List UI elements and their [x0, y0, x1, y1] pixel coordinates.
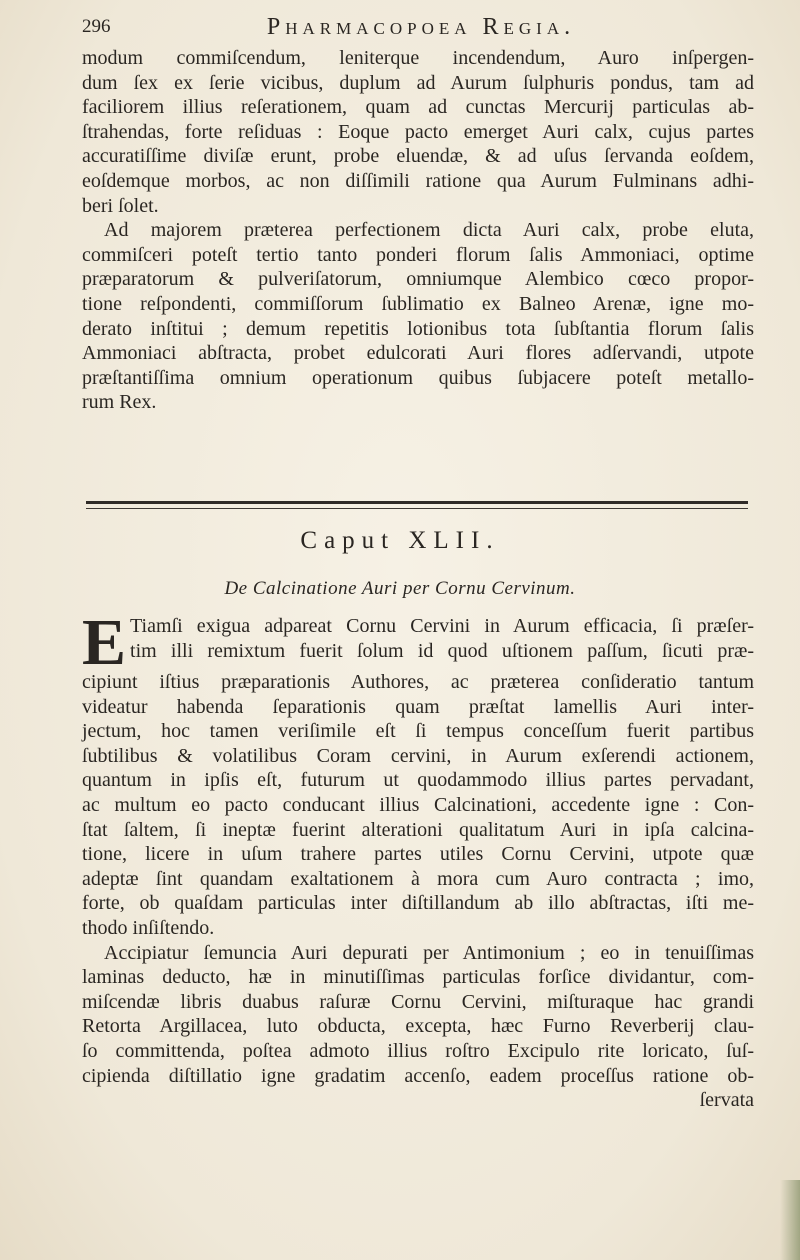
text-line: adeptæ ſint quandam exaltationem à mora cum Auro contracta ; imo,	[82, 867, 754, 890]
text-line: ac multum eo pacto conducant illius Calcinationi, accedente igne : Con-	[82, 793, 754, 816]
page-edge-stain	[780, 1180, 800, 1260]
text-line: rum Rex.	[82, 391, 157, 414]
text-line: tione reſpondenti, commiſſorum ſublimatio ex Balneo Arenæ, igne mo-	[82, 292, 754, 315]
text-line: ſtat ſaltem, ſi ineptæ fuerint alterationi qualitatum Auri in ipſa calcina-	[82, 818, 754, 841]
section-divider	[86, 501, 748, 509]
text-line: miſcendæ libris duabus raſuræ Cornu Cervini, miſturaque hac grandi	[82, 990, 754, 1013]
text-line: ſtrahendas, forte reſiduas : Eoque pacto emerget Auri calx, cujus partes	[82, 120, 754, 143]
paragraph-block-1	[82, 46, 754, 415]
drop-cap: E	[82, 606, 127, 679]
text-line: commiſceri poteſt tertio tanto ponderi florum ſalis Ammoniaci, optime	[82, 243, 754, 266]
text-line: dum ſex ex ſerie vicibus, duplum ad Aurum ſulphuris pondus, tam ad	[82, 71, 754, 94]
text-line: laminas deducto, hæ in minutiſſimas particulas forſice dividantur, com-	[82, 966, 754, 989]
text-line: modum commiſcendum, leniterque incendendum, Auro inſpergen-	[82, 47, 754, 69]
text-line: derato inſtitui ; demum repetitis lotionibus tota ſubſtantia florum ſalis	[82, 317, 754, 340]
catchword: ſervata	[699, 1089, 754, 1112]
page-number: 296	[82, 16, 111, 37]
text-line: Ammoniaci abſtracta, probet edulcorati Auri flores adſervandi, utpote	[82, 342, 754, 365]
text-line: thodo inſiſtendo.	[82, 916, 215, 939]
text-line: præparatorum & pulveriſatorum, omniumque Alembico cœco propor-	[82, 268, 754, 291]
paragraph-block-2	[82, 606, 754, 1113]
text-line: Retorta Argillacea, luto obducta, excepta, hæc Furno Reverberij clau-	[82, 1015, 754, 1038]
chapter-title: Caput XLII.	[300, 527, 500, 554]
text-line: ſubtilibus & volatilibus Coram cervini, in Aurum exſerendi actionem,	[82, 744, 754, 767]
text-line: quantum in ipſis eſt, futurum ut quodammodo illius partes pervadant,	[82, 769, 754, 792]
text-line: Accipiatur ſemuncia Auri depurati per Antimonium ; eo in tenuiſſimas	[104, 941, 754, 964]
text-line: eoſdemque morbos, ac non diſſimili ratione qua Aurum Fulminans adhi-	[82, 169, 754, 192]
text-line: Ad majorem præterea perfectionem dicta Auri calx, probe eluta,	[104, 219, 754, 242]
running-title: Pharmacopoea Regia.	[266, 14, 576, 40]
text-line: ſo committenda, poſtea admoto illius roſtro Excipulo rite loricato, ſuſ-	[82, 1039, 754, 1062]
text-line: forte, ob quaſdam particulas inter diſtillandum ab illo abſtractas, iſti me-	[82, 892, 754, 915]
text-line: Tiamſi exigua adpareat Cornu Cervini in Aurum efficacia, ſi præſer-	[130, 615, 754, 637]
chapter-subtitle: De Calcinatione Auri per Cornu Cervinum.	[224, 578, 576, 599]
text-line: cipienda diſtillatio igne gradatim accenſo, eadem proceſſus ratione ob-	[82, 1064, 754, 1087]
text-line: præſtantiſſima omnium operationum quibus ſubjacere poteſt metallo-	[82, 366, 754, 389]
text-line: videatur habenda ſeparationis quam præſtat lamellis Auri inter-	[82, 695, 754, 718]
page-header	[82, 14, 760, 48]
text-line: tione, licere in uſum trahere partes utiles Cornu Cervini, utpote quæ	[82, 843, 754, 866]
text-line: cipiunt iſtius præparationis Authores, ac præterea conſideratio tantum	[82, 671, 754, 693]
text-line: jectum, hoc tamen veriſimile eſt ſi tempus conceſſum fuerit partibus	[82, 720, 754, 743]
text-line: faciliorem illius reſerationem, quam ad cunctas Mercurij particulas ab-	[82, 96, 754, 119]
text-line: accuratiſſime diviſæ erunt, probe eluendæ, & ad uſus ſervanda eoſdem,	[82, 145, 754, 168]
text-line: beri ſolet.	[82, 194, 159, 217]
text-line: tim illi remixtum fuerit ſolum id quod uſtionem paſſum, ſicuti præ-	[130, 639, 754, 662]
